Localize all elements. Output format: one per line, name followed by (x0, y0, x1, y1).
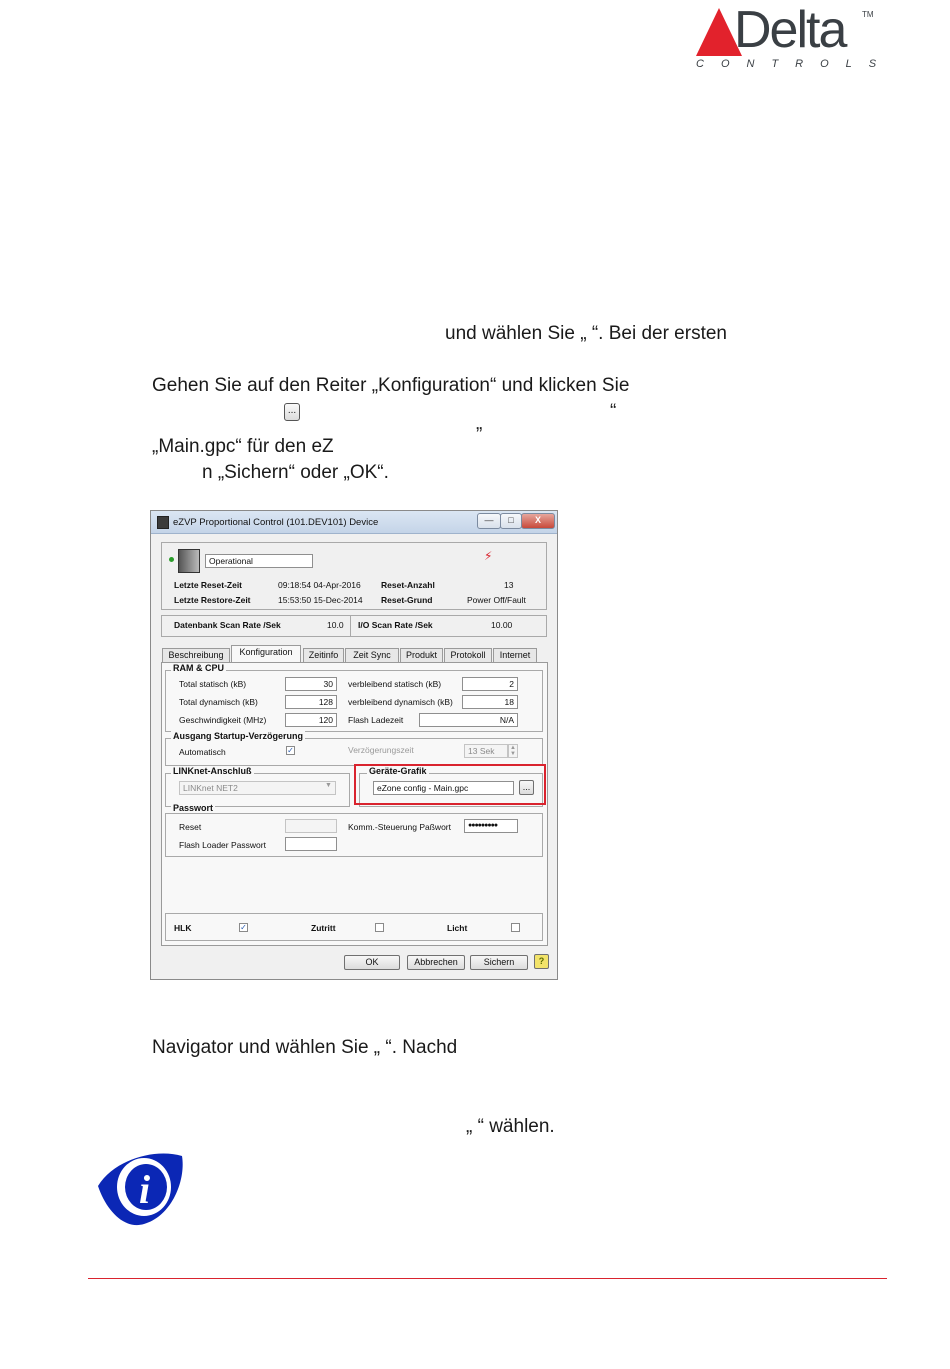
tab-internet[interactable]: Internet (493, 648, 537, 662)
dialog-title: eZVP Proportional Control (101.DEV101) Device (173, 517, 379, 528)
info-letter: i (139, 1167, 151, 1212)
total-dynamic-field[interactable]: 128 (285, 695, 337, 709)
rem-dynamic-field[interactable]: 18 (462, 695, 518, 709)
save-button[interactable]: Sichern (470, 955, 528, 970)
licht-checkbox[interactable] (511, 923, 520, 932)
comm-password-label: Komm.-Steuerung Paßwort (348, 822, 451, 832)
cancel-button[interactable]: Abbrechen (407, 955, 465, 970)
system-group (165, 913, 543, 941)
scan-divider (350, 615, 351, 637)
reset-password-label: Reset (179, 822, 202, 832)
restore-time-value: 15:53:50 15-Dec-2014 (278, 595, 363, 605)
ok-button[interactable]: OK (344, 955, 400, 970)
text-line-3-quote-close: “ (610, 401, 617, 422)
minimize-button[interactable]: — (477, 513, 501, 529)
text-line-2: Gehen Sie auf den Reiter „Konfiguration“ und klicken Sie (152, 375, 630, 396)
inline-browse-button-image: ... (284, 403, 300, 421)
device-dialog (150, 510, 558, 980)
warning-icon: ⚡ (484, 549, 493, 563)
text-line-4: „Main.gpc“ für den eZ (152, 436, 334, 457)
tab-konfiguration[interactable]: Konfiguration (231, 645, 301, 663)
linknet-select[interactable]: LINKnet NET2 (179, 781, 336, 795)
hlk-checkbox[interactable]: ✓ (240, 923, 247, 932)
close-button[interactable]: X (521, 513, 555, 529)
total-static-field[interactable]: 30 (285, 677, 337, 691)
footer-rule (88, 1278, 887, 1279)
rem-static-label: verbleibend statisch (kB) (348, 679, 442, 689)
info-icon (94, 1140, 186, 1232)
licht-label: Licht (447, 923, 468, 933)
reset-reason-label: Reset-Grund (381, 595, 433, 605)
zutritt-checkbox[interactable] (375, 923, 384, 932)
speed-field[interactable]: 120 (285, 713, 337, 727)
total-static-label: Total statisch (kB) (179, 679, 247, 689)
app-icon (157, 516, 169, 529)
tab-protokoll[interactable]: Protokoll (444, 648, 492, 662)
db-scan-value: 10.0 (327, 620, 344, 630)
logo-word: Delta (734, 1, 846, 59)
comm-password-field[interactable]: ●●●●●●●●● (464, 819, 518, 833)
auto-label: Automatisch (179, 747, 226, 757)
flash-time-field[interactable]: N/A (419, 713, 518, 727)
auto-checkbox[interactable]: ✓ (287, 746, 294, 755)
speed-label: Geschwindigkeit (MHz) (179, 715, 267, 725)
flash-loader-password-label: Flash Loader Passwort (179, 840, 266, 850)
graphic-title: Geräte-Grafik (369, 766, 427, 776)
io-scan-value: 10.00 (491, 620, 513, 630)
logo-trademark: TM (862, 10, 874, 19)
help-button[interactable]: ? (534, 954, 549, 969)
status-dot-icon (169, 557, 174, 562)
password-title: Passwort (173, 803, 214, 813)
text-line-7: „ “ wählen. (466, 1116, 555, 1137)
chevron-down-icon: ▼ (325, 782, 332, 789)
io-scan-label: I/O Scan Rate /Sek (358, 620, 433, 630)
logo-subtitle: CONTROLS (696, 58, 894, 70)
ram-cpu-title: RAM & CPU (173, 663, 224, 673)
rem-static-field[interactable]: 2 (462, 677, 518, 691)
reset-count-label: Reset-Anzahl (381, 580, 435, 590)
text-line-5: n „Sichern“ oder „OK“. (202, 462, 389, 483)
text-line-1: und wählen Sie „ “. Bei der ersten (445, 323, 727, 344)
delay-label: Verzögerungszeit (348, 745, 414, 755)
rem-dynamic-label: verbleibend dynamisch (kB) (348, 697, 453, 707)
restore-time-label: Letzte Restore-Zeit (174, 595, 251, 605)
reset-password-field[interactable] (285, 819, 337, 833)
tab-zeitinfo[interactable]: Zeitinfo (303, 648, 344, 662)
reset-time-label: Letzte Reset-Zeit (174, 580, 243, 590)
text-line-3-quote-open: „ (476, 413, 483, 434)
hlk-label: HLK (174, 923, 192, 933)
tab-produkt[interactable]: Produkt (400, 648, 443, 662)
graphic-browse-button[interactable]: ... (519, 780, 534, 795)
reset-count-value: 13 (504, 580, 514, 590)
tab-zeit-sync[interactable]: Zeit Sync (345, 648, 399, 662)
reset-reason-value: Power Off/Fault (467, 595, 526, 605)
graphic-path-field[interactable]: eZone config - Main.gpc (373, 781, 514, 795)
reset-time-value: 09:18:54 04-Apr-2016 (278, 580, 361, 590)
controller-icon (178, 549, 200, 573)
flash-time-label: Flash Ladezeit (348, 715, 404, 725)
delay-field[interactable]: 13 Sek (464, 744, 508, 758)
startup-title: Ausgang Startup-Verzögerung (173, 731, 304, 741)
total-dynamic-label: Total dynamisch (kB) (179, 697, 258, 707)
dialog-titlebar (151, 511, 557, 534)
flash-loader-password-field[interactable] (285, 837, 337, 851)
delay-spinner[interactable]: ▲ ▼ (508, 744, 518, 758)
maximize-button[interactable]: □ (500, 513, 522, 529)
status-field[interactable]: Operational (205, 554, 313, 568)
linknet-title: LINKnet-Anschluß (173, 766, 252, 776)
db-scan-label: Datenbank Scan Rate /Sek (174, 620, 281, 630)
tab-beschreibung[interactable]: Beschreibung (162, 648, 230, 662)
text-line-6: Navigator und wählen Sie „ “. Nachd (152, 1037, 458, 1058)
delta-controls-logo (694, 1, 894, 74)
zutritt-label: Zutritt (311, 923, 336, 933)
